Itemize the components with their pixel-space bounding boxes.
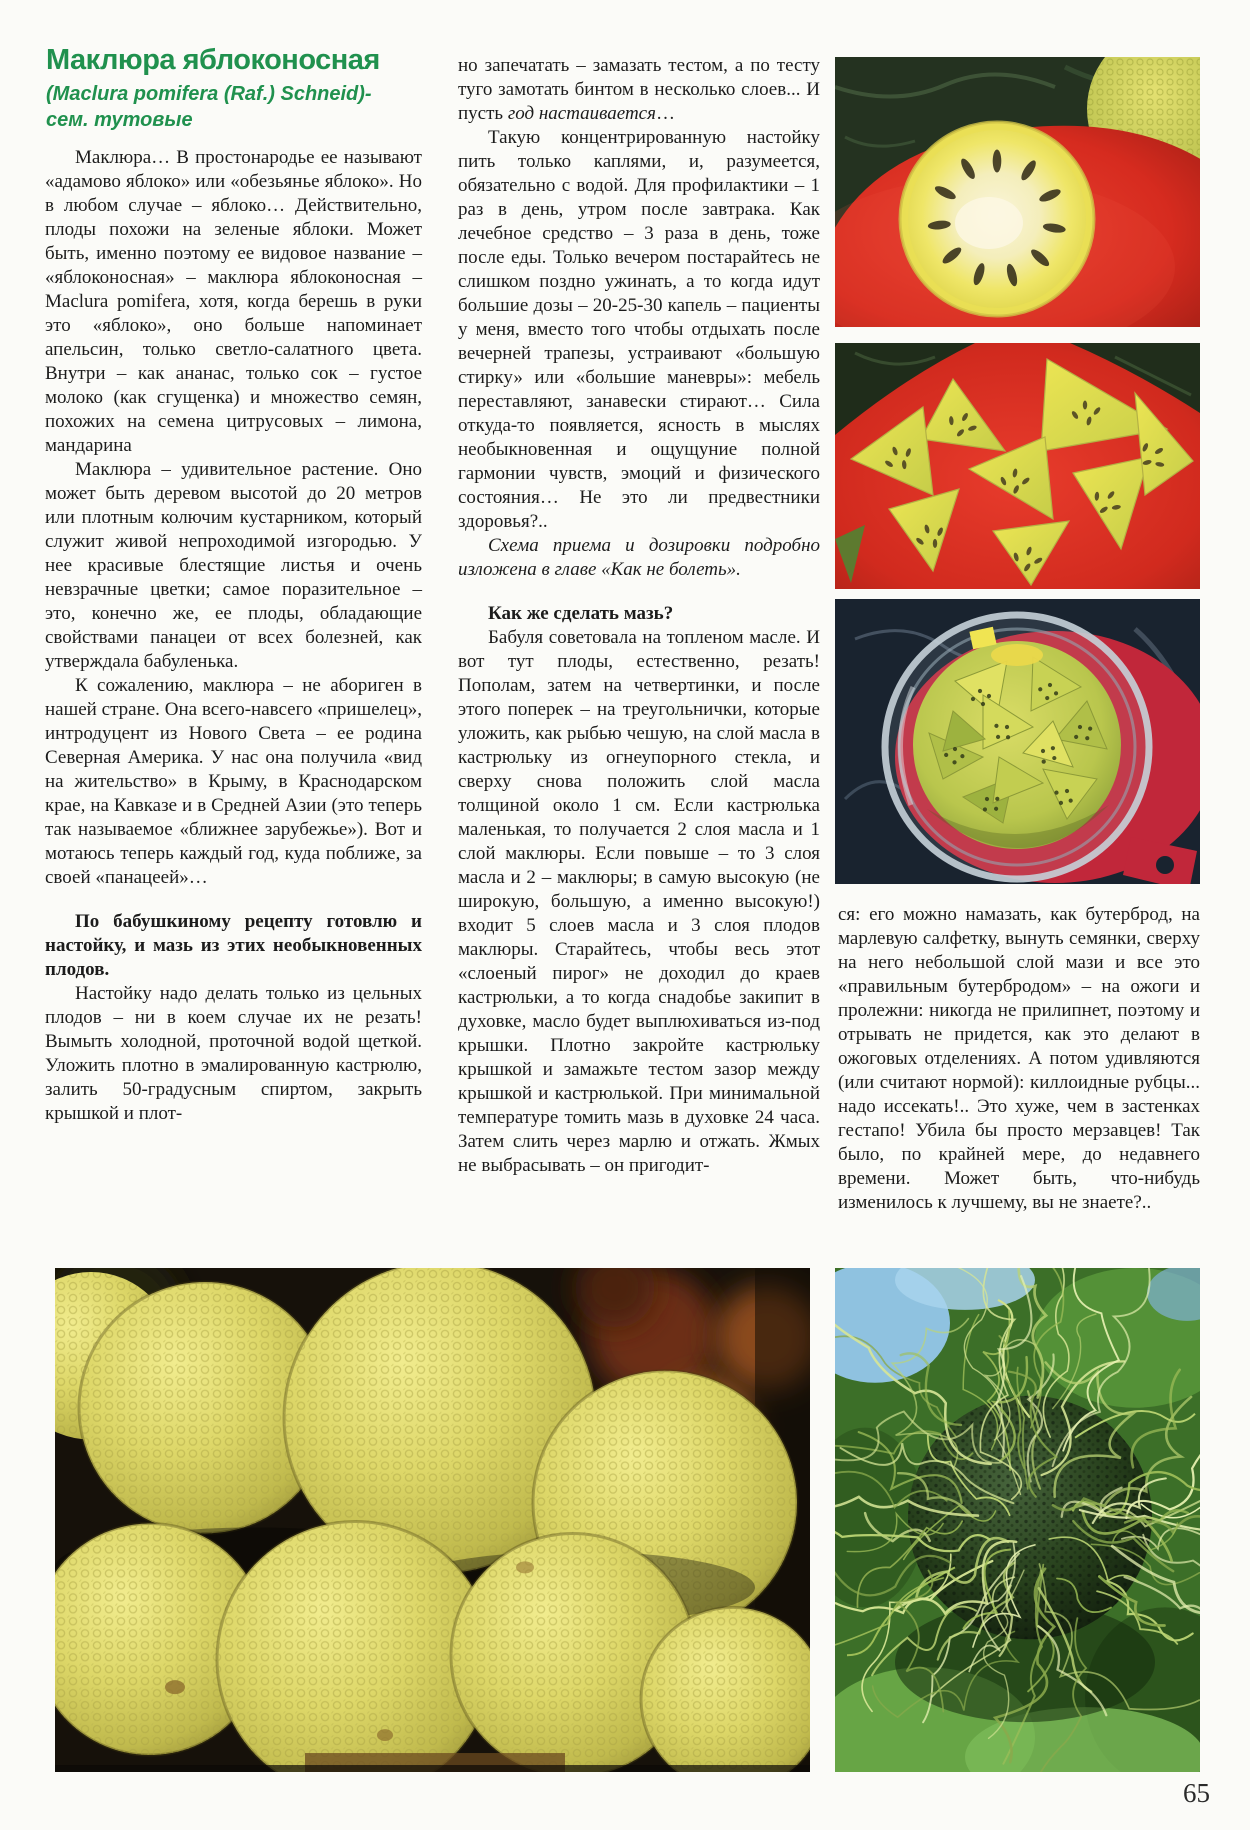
paragraph (45, 458, 422, 674)
paragraph (838, 903, 1200, 1215)
paragraph (45, 674, 422, 890)
fruit-slice-illustration (835, 57, 1200, 327)
photo-fruit-wedges-on-red-board (835, 343, 1200, 589)
text-column-3 (838, 903, 1200, 1215)
latin-name: (Maclura pomifera (Raf.) Schneid)- (46, 83, 372, 105)
text-run: Маклюра – удивительное растение. Оно может быть деревом высотой до 20 метров или плотным колючим кустарником, который служит живой непроходимой изгородью. У нее красивые блестящие листья и очень невзрачные цветки; самое поразительное – это, конечно же, ее плоды, обладающие свойствами панацеи от всех болезней, как утверждала бабуленька. (45, 459, 422, 672)
text-run: … (655, 103, 675, 124)
family-name: сем. тутовые (46, 109, 193, 131)
text-run: Схема приема и дозировки подробно изложена в главе «Как не болеть». (458, 535, 820, 580)
text-run: По бабушкиному рецепту готовлю и настойку, и мазь из этих необыкновенных плодов. (45, 911, 422, 980)
paragraph-bold (45, 910, 422, 982)
text-run: ся: его можно намазать, как бутерброд, на марлевую салфетку, вынуть семянки, сверху на него небольшой слой мази и все это «правильным бутербродом» – на ожоги и пролежни: никогда не прилипнет, поэтому и отрывать не придется, как это делают в ожоговых отделениях. А потом удивляются (или считают нормой): киллоидные рубцы... надо иссекать!.. Это хуже, чем в застенках гестапо! Убила бы просто мерзавцев! Так было, по крайней мере, до недавнего времени. Может быть, что-нибудь изменилось к лучшему, вы не знаете?.. (838, 904, 1200, 1213)
fruit-pile-illustration (55, 1268, 810, 1772)
glass-dish-illustration (835, 599, 1200, 884)
text-run: Бабуля советовала на топленом масле. И вот тут плоды, естественно, резать! Пополам, затем на четвертинки, и после этого поперек – на треугольнички, которые уложить, как рыбью чешую, на слой масла в кастрюльку из огнеупорного стекла, и сверху снова положить слой масла толщиной около 1 см. Если кастрюлька маленькая, то получается 2 слоя масла и 1 слой маклюры. Если повыше – то 3 слоя масла и 2 – маклюры; в самую высокую (не широкую, большую, а именно высокую!) входит 5 слоев масла и 3 слоя плодов маклюры. Старайтесь, чтобы весь этот «слоеный пирог» не доходил до краев кастрюльки, а то когда снадобье закипит в духовке, масло будет выплюхиваться из-под крышки. Плотно закройте кастрюльку крышкой и замажьте тестом зазор между крышкой и кастрюлькой. При минимальной температуре томить мазь в духовке 24 часа. Затем слить через марлю и отжать. Жмых не выбрасывать – он пригодит- (458, 627, 820, 1176)
page-title: Маклюра яблоконосная (46, 44, 380, 76)
text-run: Как же сделать мазь? (488, 603, 674, 624)
paragraph (458, 626, 820, 1178)
photo-glass-dish-with-slices (835, 599, 1200, 884)
photo-fruit-slice-on-red-board (835, 57, 1200, 327)
paragraph (458, 126, 820, 534)
tendril-fruit-illustration (835, 1268, 1200, 1772)
text-column-1 (45, 146, 422, 1126)
text-run: год настаивается (507, 103, 656, 124)
text-run: но запечатать – замазать тестом, а по тесту туго замотать бинтом в несколько слоев... И пусть (458, 55, 820, 124)
text-column-2 (458, 54, 820, 1178)
text-run: Такую концентрированную настойку пить только каплями, и, разумеется, обязательно с водой. Для профилактики – 1 раз в день, утром после завтрака. Как лечебное средство – 3 раза в день, тоже после еды. Только вечером постарайтесь не слишком поздно ужинать, а то когда идут большие дозы – 20-25-30 капель – пациенты у меня, вместо того чтобы отдыхать после вечерней трапезы, устраивают «большую стирку» или «большие маневры»: мебель переставляют, занавески стирают… Сила откуда-то появляется, ясность в мыслях необыкновенная и ощущуние полной гармонии чувств, эмоций и физического состояния… Не это ли предвестники здоровья?.. (458, 127, 820, 532)
fruit-wedges-illustration (835, 343, 1200, 589)
text-run: Настойку надо делать только из цельных плодов – ни в коем случае их не резать! Вымыть холодной, проточной водой щеткой. Уложить плотно в эмалированную кастрюлю, залить 50-градусным спиртом, закрыть крышкой и плот- (45, 983, 422, 1124)
article-header (46, 44, 406, 133)
paragraph (458, 534, 820, 582)
page-number: 65 (1183, 1778, 1210, 1808)
paragraph (45, 982, 422, 1126)
paragraph-bold (458, 602, 820, 626)
paragraph (45, 146, 422, 458)
photo-young-fruit-with-tendrils (835, 1268, 1200, 1772)
text-run: К сожалению, маклюра – не абориген в нашей стране. Она всего-навсего «пришелец», интродуцент из Нового Света – ее родина Северная Америка. У нас она получила «вид на жительство» в Крыму, в Краснодарском крае, на Кавказе и в Средней Азии (это теперь так называемое «ближнее зарубежье»). Вот и мотаюсь теперь каждый год, куда поближе, за своей «панацеей»… (45, 675, 422, 888)
text-run: Маклюра… В простонародье ее называют «адамово яблоко» или «обезьянье яблоко». Но в любом случае – яблоко… Действительно, плоды похожи на зеленые яблоки. Может быть, именно поэтому ее видовое название – «яблоконосная» – маклюра яблоконосная – Maclura pomifera, хотя, когда берешь в руки это «яблоко», оно больше напоминает апельсин, только светло-салатного цвета. Внутри – как ананас, только сок – густое молоко (как сгущенка) и множество семян, похожих на семена цитрусовых – лимона, мандарина (45, 147, 422, 456)
paragraph (458, 54, 820, 126)
photo-fruit-pile (55, 1268, 810, 1772)
